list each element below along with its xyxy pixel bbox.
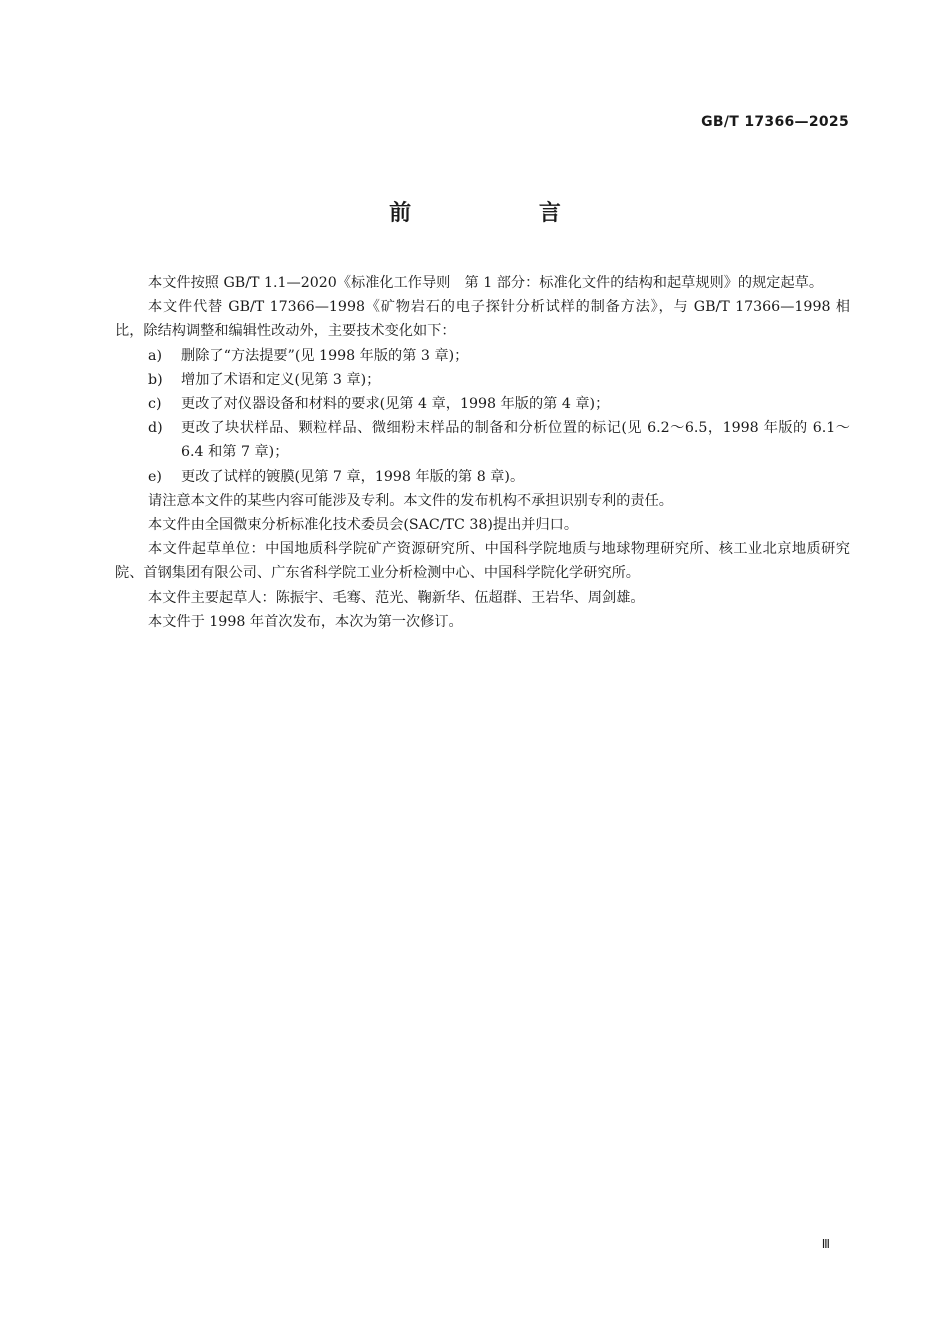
list-item [115, 368, 850, 392]
paragraph-replacement: 本文件代替 GB/T 17366—1998《矿物岩石的电子探针分析试样的制备方法》，与 GB/T 17366—1998 相比，除结构调整和编辑性改动外，主要技术变化如下： [115, 299, 850, 340]
list-item [115, 416, 850, 464]
list-item [115, 344, 850, 368]
list-text: 增加了术语和定义(见第 3 章)； [181, 371, 381, 388]
list-marker: b) [148, 371, 163, 388]
paragraph-drafting-rules: 本文件按照 GB/T 1.1—2020《标准化工作导则 第 1 部分：标准化文件的结构和起草规则》的规定起草。 [148, 275, 824, 291]
list-text: 更改了对仪器设备和材料的要求(见第 4 章，1998 年版的第 4 章)； [181, 396, 610, 413]
list-marker: d) [148, 420, 163, 437]
list-marker: a) [148, 347, 162, 364]
list-text: 更改了块状样品、颗粒样品、微细粉末样品的制备和分析位置的标记(见 6.2～6.5，1998 年版的 6.1～6.4 和第 7 章)； [181, 420, 850, 461]
paragraph-drafting-units: 本文件起草单位：中国地质科学院矿产资源研究所、中国科学院地质与地球物理研究所、核工业北京地质研究院、首钢集团有限公司、广东省科学院工业分析检测中心、中国科学院化学研究所。 [115, 541, 850, 582]
list-marker: c) [148, 396, 162, 413]
paragraph-patent-notice: 请注意本文件的某些内容可能涉及专利。本文件的发布机构不承担识别专利的责任。 [148, 492, 673, 509]
standard-code: GB/T 17366—2025 [701, 114, 849, 130]
list-item [115, 392, 850, 416]
paragraph-proposer: 本文件由全国微束分析标准化技术委员会(SAC/TC 38)提出并归口。 [148, 517, 579, 534]
document-body [115, 271, 850, 634]
list-item [115, 465, 850, 489]
list-text: 更改了试样的镀膜(见第 7 章，1998 年版的第 8 章)。 [181, 468, 525, 485]
paragraph-history: 本文件于 1998 年首次发布，本次为第一次修订。 [148, 613, 463, 630]
paragraph-drafters: 本文件主要起草人：陈振宇、毛骞、范光、鞠新华、伍超群、王岩华、周剑雄。 [148, 589, 645, 606]
page-title: 前 言 [389, 201, 621, 226]
page-number: Ⅲ [821, 1237, 830, 1251]
list-marker: e) [148, 468, 162, 485]
list-text: 删除了“方法提要”(见 1998 年版的第 3 章)； [181, 347, 469, 364]
